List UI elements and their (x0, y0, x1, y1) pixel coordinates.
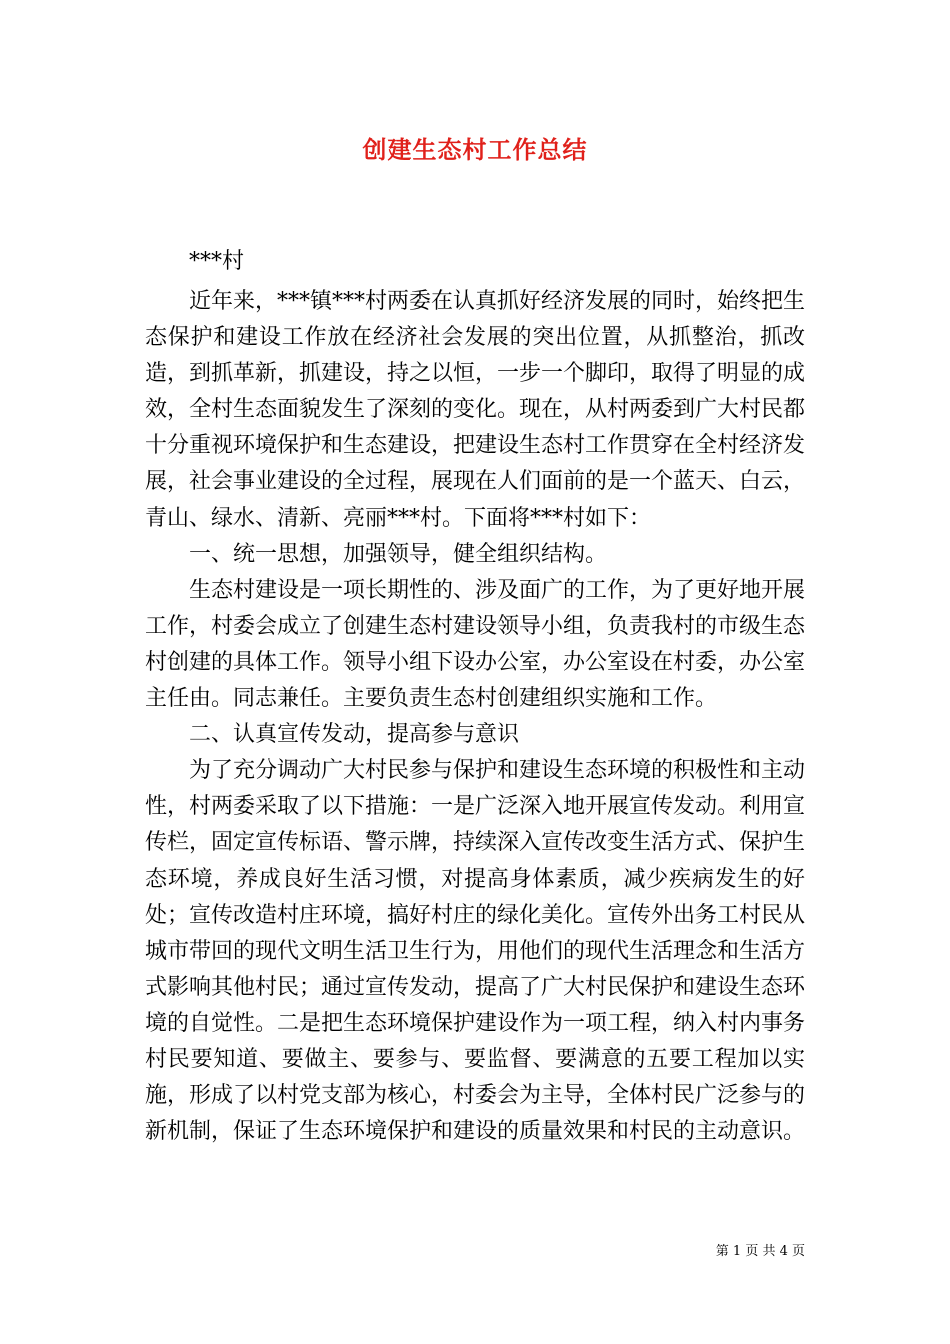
document-title: 创建生态村工作总结 (362, 136, 588, 164)
paragraph-section-2: 为了充分调动广大村民参与保护和建设生态环境的积极性和主动性，村两委采取了以下措施：一是广泛深入地开展宣传发动。利用宣传栏，固定宣传标语、警示牌，持续深入宣传改变生活方式、保护生态环境，养成良好生活习惯，对提高身体素质，减少疾病发生的好处；宣传改造村庄环境，搞好村庄的绿化美化。宣传外出务工村民从城市带回的现代文明生活卫生行为，用他们的现代生活理念和生活方式影响其他村民；通过宣传发动，提高了广大村民保护和建设生态环境的自觉性。二是把生态环境保护建设作为一项工程，纳入村内事务村民要知道、要做主、要参与、要监督、要满意的五要工程加以实施，形成了以村党支部为核心，村委会为主导，全体村民广泛参与的新机制，保证了生态环境保护和建设的质量效果和村民的主动意识。 (145, 758, 806, 1145)
paragraph-intro: 近年来，***镇***村两委在认真抓好经济发展的同时，始终把生态保护和建设工作放在经济社会发展的突出位置，从抓整治，抓改造，到抓革新，抓建设，持之以恒，一步一个脚印，取得了明显的成效，全村生态面貌发生了深刻的变化。现在，从村两委到广大村民都十分重视环境保护和生态建设，把建设生态村工作贯穿在全村经济发展，社会事业建设的全过程，展现在人们面前的是一个蓝天、白云，青山、绿水、清新、亮丽***村。下面将***村如下： (145, 289, 806, 531)
section-heading-2: 二、认真宣传发动，提高参与意识 (189, 722, 520, 748)
page-number-footer: 第 1 页 共 4 页 (715, 1244, 805, 1259)
paragraph-section-1: 生态村建设是一项长期性的、涉及面广的工作，为了更好地开展工作，村委会成立了创建生态村建设领导小组，负责我村的市级生态村创建的具体工作。领导小组下设办公室，办公室设在村委，办公室主任由。同志兼任。主要负责生态村创建组织实施和工作。 (145, 577, 806, 712)
section-heading-1: 一、统一思想，加强领导，健全组织结构。 (189, 541, 608, 567)
author-line: ***村 (189, 249, 245, 274)
document-body (145, 240, 805, 1150)
